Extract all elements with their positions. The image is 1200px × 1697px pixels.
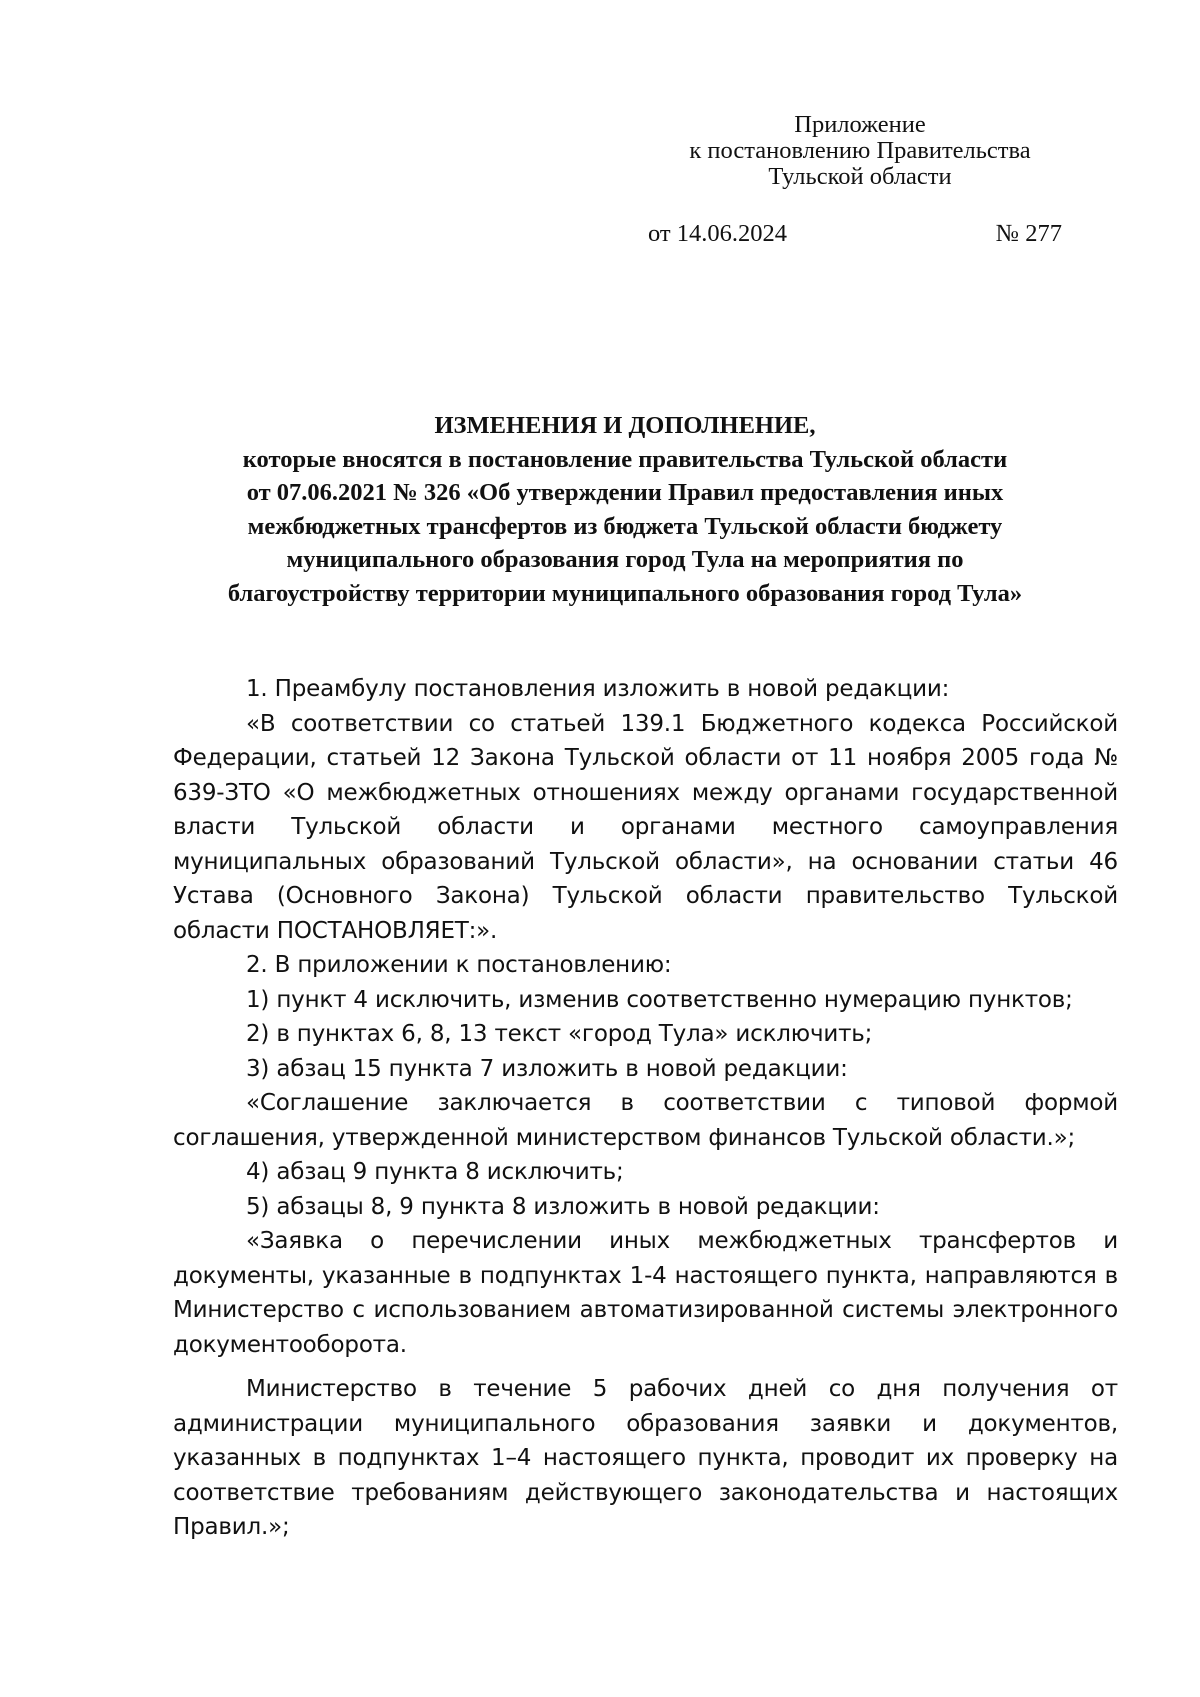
paragraph: «Заявка о перечислении иных межбюджетных трансфертов и документы, указанные в подпунктах 1-4 настоящего пункта, направляются в Министерство с использованием автоматизированной системы электронного документооборота.: [173, 1228, 1118, 1358]
paragraph: 1. Преамбулу постановления изложить в новой редакции:: [246, 676, 950, 702]
paragraph: 2) в пунктах 6, 8, 13 текст «город Тула» исключить;: [246, 1021, 873, 1047]
paragraph: «Соглашение заключается в соответствии с типовой формой соглашения, утвержденной министерством финансов Тульской области.»;: [173, 1090, 1118, 1151]
paragraph: 1) пункт 4 исключить, изменив соответственно нумерацию пунктов;: [246, 986, 1073, 1013]
title-line: ИЗМЕНЕНИЯ И ДОПОЛНЕНИЕ,: [434, 412, 816, 439]
document-body: [173, 672, 1118, 1545]
appendix-line: к постановлению Правительства: [689, 137, 1031, 164]
decree-number: № 277: [995, 220, 1062, 247]
decree-date: от 14.06.2024: [648, 220, 788, 247]
title-line: муниципального образования город Тула на мероприятия по: [286, 546, 964, 573]
paragraph: «В соответствии со статьей 139.1 Бюджетного кодекса Российской Федерации, статьей 12 Закона Тульской области от 11 ноября 2005 года № 639-ЗТО «О межбюджетных отношениях между органами государственной власти Тульской области и органами местного самоуправления муниципальных образований Тульской области», на основании статьи 46 Устава (Основного Закона) Тульской области правительство Тульской области ПОСТАНОВЛЯЕТ:».: [173, 710, 1118, 944]
paragraph: Министерство в течение 5 рабочих дней со дня получения от администрации муниципального образования заявки и документов, указанных в подпунктах 1–4 настоящего пункта, проводит их проверку на соответствие требованиям действующего законодательства и настоящих Правил.»;: [173, 1376, 1118, 1540]
paragraph: 3) абзац 15 пункта 7 изложить в новой редакции:: [246, 1055, 848, 1082]
document-title: [150, 409, 1100, 610]
appendix-line: Тульской области: [768, 163, 952, 190]
paragraph: 4) абзац 9 пункта 8 исключить;: [246, 1159, 624, 1185]
title-line: благоустройству территории муниципального образования город Тула»: [227, 579, 1023, 607]
title-line: от 07.06.2021 № 326 «Об утверждении Правил предоставления иных: [246, 479, 1004, 506]
paragraph: 5) абзацы 8, 9 пункта 8 изложить в новой редакции:: [246, 1193, 880, 1220]
title-line: межбюджетных трансфертов из бюджета Тульской области бюджету: [247, 512, 1003, 540]
appendix-header: [640, 112, 1080, 190]
appendix-line: Приложение: [794, 111, 926, 138]
paragraph: 2. В приложении к постановлению:: [246, 952, 672, 978]
title-line: которые вносятся в постановление правительства Тульской области: [242, 445, 1008, 473]
